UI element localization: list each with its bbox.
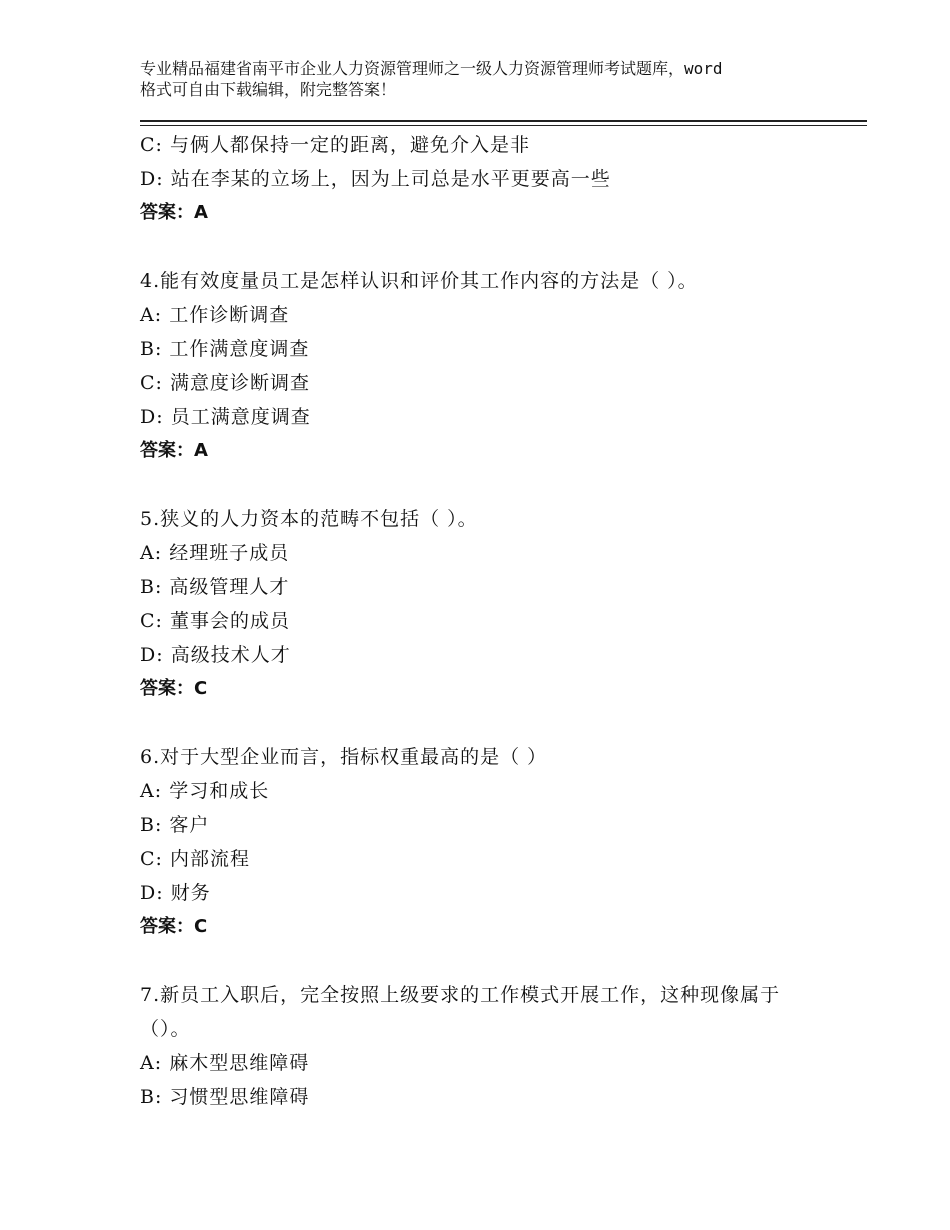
option-b: B: 工作满意度调查 bbox=[140, 338, 310, 360]
question-4 bbox=[140, 264, 830, 468]
option-prev-c: C: 与俩人都保持一定的距离，避免介入是非 bbox=[140, 134, 531, 156]
option-a: A: 工作诊断调查 bbox=[140, 304, 290, 326]
question-stem: 7.新员工入职后，完全按照上级要求的工作模式开展工作，这种现像属于（）。 bbox=[140, 984, 781, 1040]
header-rule-thick bbox=[140, 120, 867, 122]
option-d: D: 财务 bbox=[140, 882, 211, 904]
option-c: C: 满意度诊断调查 bbox=[140, 372, 311, 394]
question-stem: 6.对于大型企业而言，指标权重最高的是（ ） bbox=[140, 746, 548, 768]
header-title-line-2: 格式可自由下载编辑，附完整答案！ bbox=[140, 80, 397, 99]
question-6 bbox=[140, 740, 830, 944]
question-stem: 4.能有效度量员工是怎样认识和评价其工作内容的方法是（ ）。 bbox=[140, 270, 698, 292]
option-b: B: 客户 bbox=[140, 814, 210, 836]
option-c: C: 内部流程 bbox=[140, 848, 251, 870]
question-7 bbox=[140, 978, 830, 1114]
question-prev bbox=[140, 128, 830, 230]
option-a: A: 学习和成长 bbox=[140, 780, 270, 802]
question-list bbox=[140, 128, 830, 1114]
option-b: B: 习惯型思维障碍 bbox=[140, 1086, 310, 1108]
header-rule-thin bbox=[140, 125, 867, 126]
header-title-line-1: 专业精品福建省南平市企业人力资源管理师之一级人力资源管理师考试题库，word bbox=[140, 59, 723, 78]
option-prev-d: D: 站在李某的立场上，因为上司总是水平更要高一些 bbox=[140, 168, 611, 190]
question-stem: 5.狭义的人力资本的范畴不包括（ ）。 bbox=[140, 508, 478, 530]
answer: 答案：C bbox=[140, 678, 208, 699]
option-d: D: 员工满意度调查 bbox=[140, 406, 311, 428]
document-header bbox=[140, 58, 840, 100]
option-a: A: 麻木型思维障碍 bbox=[140, 1052, 310, 1074]
option-a: A: 经理班子成员 bbox=[140, 542, 290, 564]
question-5 bbox=[140, 502, 830, 706]
option-c: C: 董事会的成员 bbox=[140, 610, 291, 632]
answer: 答案：A bbox=[140, 440, 208, 461]
answer-prev: 答案：A bbox=[140, 202, 208, 223]
option-b: B: 高级管理人才 bbox=[140, 576, 290, 598]
answer: 答案：C bbox=[140, 916, 208, 937]
option-d: D: 高级技术人才 bbox=[140, 644, 291, 666]
